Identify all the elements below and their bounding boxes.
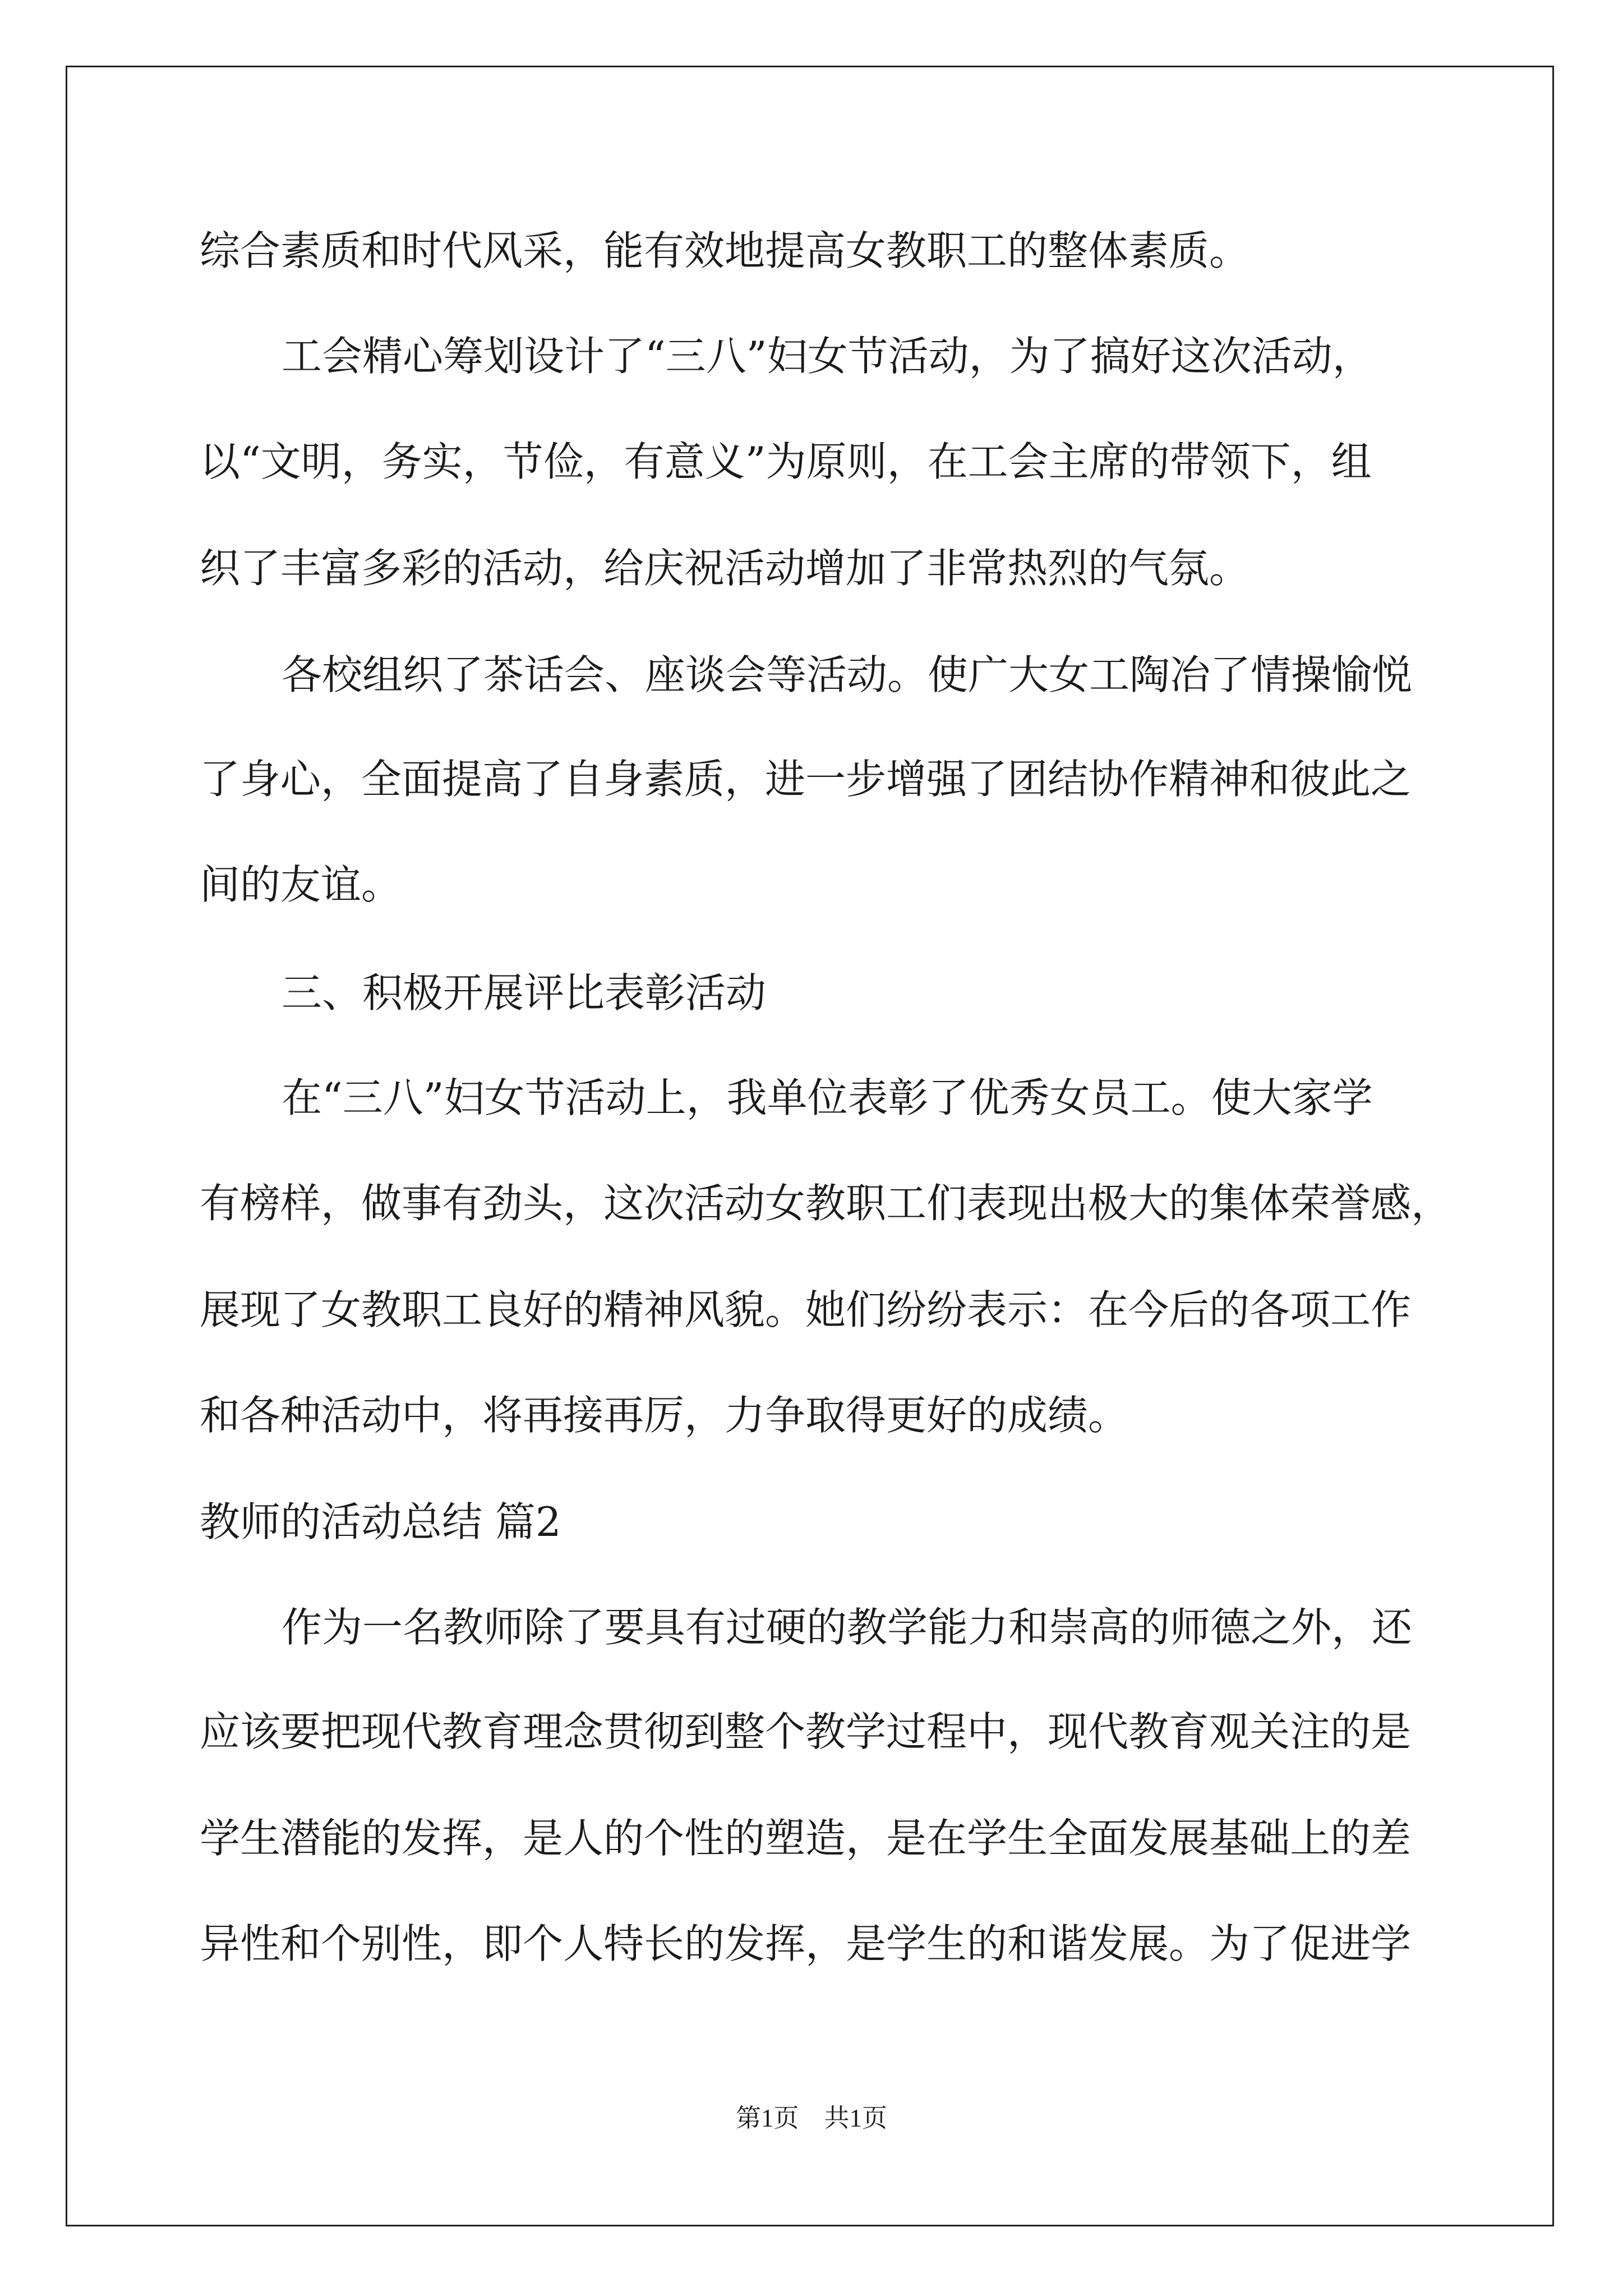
paragraph-line: 应该要把现代教育理念贯彻到整个教学过程中，现代教育观关注的是 [200,1708,1412,1755]
section-heading: 三、积极开展评比表彰活动 [282,969,767,1016]
paragraph-line: 间的友谊。 [200,861,402,908]
paragraph-line: 和各种活动中，将再接再厉，力争取得更好的成绩。 [200,1392,1129,1439]
paragraph-line: 异性和个别性，即个人特长的发挥，是学生的和谐发展。为了促进学 [200,1920,1412,1967]
paragraph-line: 作为一名教师除了要具有过硬的教学能力和崇高的师德之外，还 [282,1604,1413,1651]
page-number-footer: 第1页 共1页 [735,2104,887,2132]
paragraph-line: 有榜样，做事有劲头，这次活动女教职工们表现出极大的集体荣誉感， [200,1180,1452,1227]
page-border [66,66,1554,2226]
paragraph-line: 展现了女教职工良好的精神风貌。她们纷纷表示：在今后的各项工作 [200,1286,1412,1333]
paragraph-line: 以“文明，务实，节俭，有意义”为原则，在工会主席的带领下，组 [200,438,1372,485]
paragraph-line: 了身心，全面提高了自身素质，进一步增强了团结协作精神和彼此之 [200,756,1412,803]
article-title: 教师的活动总结 篇2 [200,1498,561,1545]
paragraph-line: 工会精心筹划设计了“三八”妇女节活动，为了搞好这次活动， [282,333,1373,380]
paragraph-line: 综合素质和时代风采，能有效地提高女教职工的整体素质。 [200,227,1250,274]
paragraph-line: 织了丰富多彩的活动，给庆祝活动增加了非常热烈的气氛。 [200,545,1250,592]
paragraph-line: 各校组织了茶话会、座谈会等活动。使广大女工陶冶了情操愉悦 [282,651,1413,698]
paragraph-line: 在“三八”妇女节活动上，我单位表彰了优秀女员工。使大家学 [282,1074,1373,1121]
paragraph-line: 学生潜能的发挥，是人的个性的塑造，是在学生全面发展基础上的差 [200,1815,1412,1862]
